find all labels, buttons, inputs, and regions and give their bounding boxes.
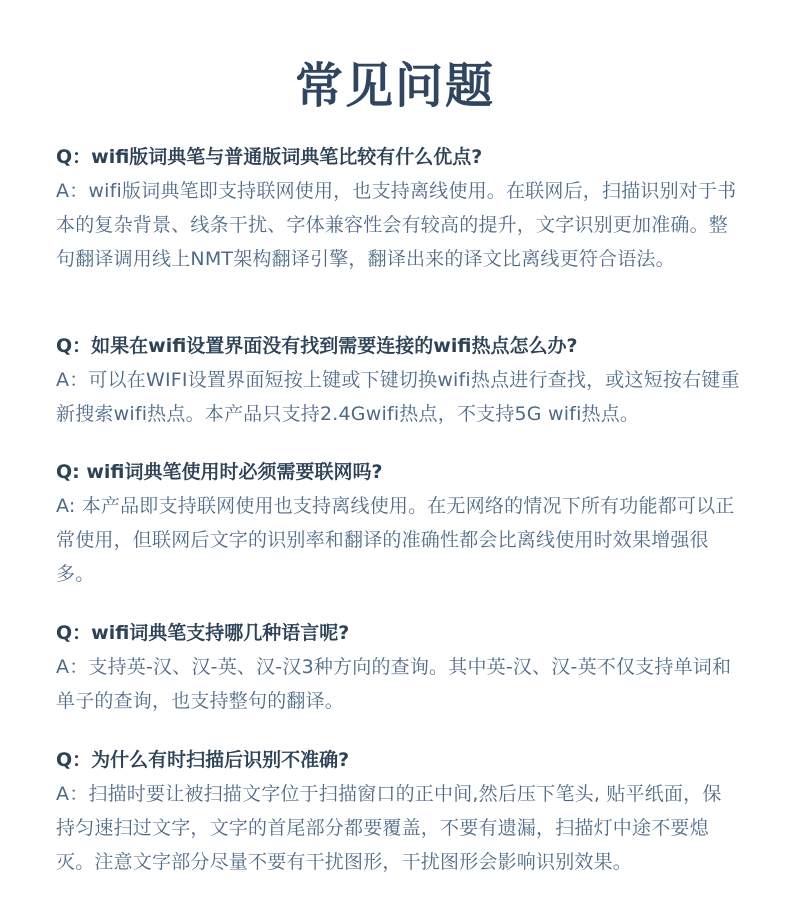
faq-answer: A: 本产品即支持联网使用也支持离线使用。在无网络的情况下所有功能都可以正常使用，但联网后文字的识别率和翻译的准确性都会比离线使用时效果增强很多。: [56, 495, 735, 585]
faq-item-3: [56, 456, 740, 591]
faq-question: Q：如果在wifi设置界面没有找到需要连接的wifi热点怎么办?: [56, 335, 578, 357]
faq-question: Q：wifi版词典笔与普通版词典笔比较有什么优点?: [56, 146, 483, 168]
page-title: 常见问题: [294, 58, 495, 114]
faq-answer: A：支持英-汉、汉-英、汉-汉3种方向的查询。其中英-汉、汉-英不仅支持单词和单子的查询，也支持整句的翻译。: [56, 656, 732, 712]
faq-answer: A：可以在WIFI设置界面短按上键或下键切换wifi热点进行查找，或这短按右键重新搜索wifi热点。本产品只支持2.4Gwifi热点，不支持5G wifi热点。: [56, 369, 740, 425]
faq-item-2: [56, 330, 740, 431]
faq-item-1: [56, 141, 740, 276]
faq-answer: A：扫描时要让被扫描文字位于扫描窗口的正中间,然后压下笔头, 贴平纸面，保持匀速扫过文字，文字的首尾部分都要覆盖，不要有遗漏，扫描灯中途不要熄灭。注意文字部分尽量不要有干扰图形，干扰图形会影响识别效果。: [56, 783, 722, 873]
faq-question: Q: wifi词典笔使用时必须需要联网吗?: [56, 461, 383, 483]
faq-item-5: [56, 744, 740, 879]
faq-question: Q：wifi词典笔支持哪几种语言呢?: [56, 622, 350, 644]
faq-answer: A：wifi版词典笔即支持联网使用，也支持离线使用。在联网后，扫描识别对于书本的复杂背景、线条干扰、字体兼容性会有较高的提升，文字识别更加准确。整句翻译调用线上NMT架构翻译引擎，翻译出来的译文比离线更符合语法。: [56, 180, 737, 270]
faq-item-4: [56, 617, 740, 718]
faq-question: Q：为什么有时扫描后识别不准确?: [56, 749, 350, 771]
